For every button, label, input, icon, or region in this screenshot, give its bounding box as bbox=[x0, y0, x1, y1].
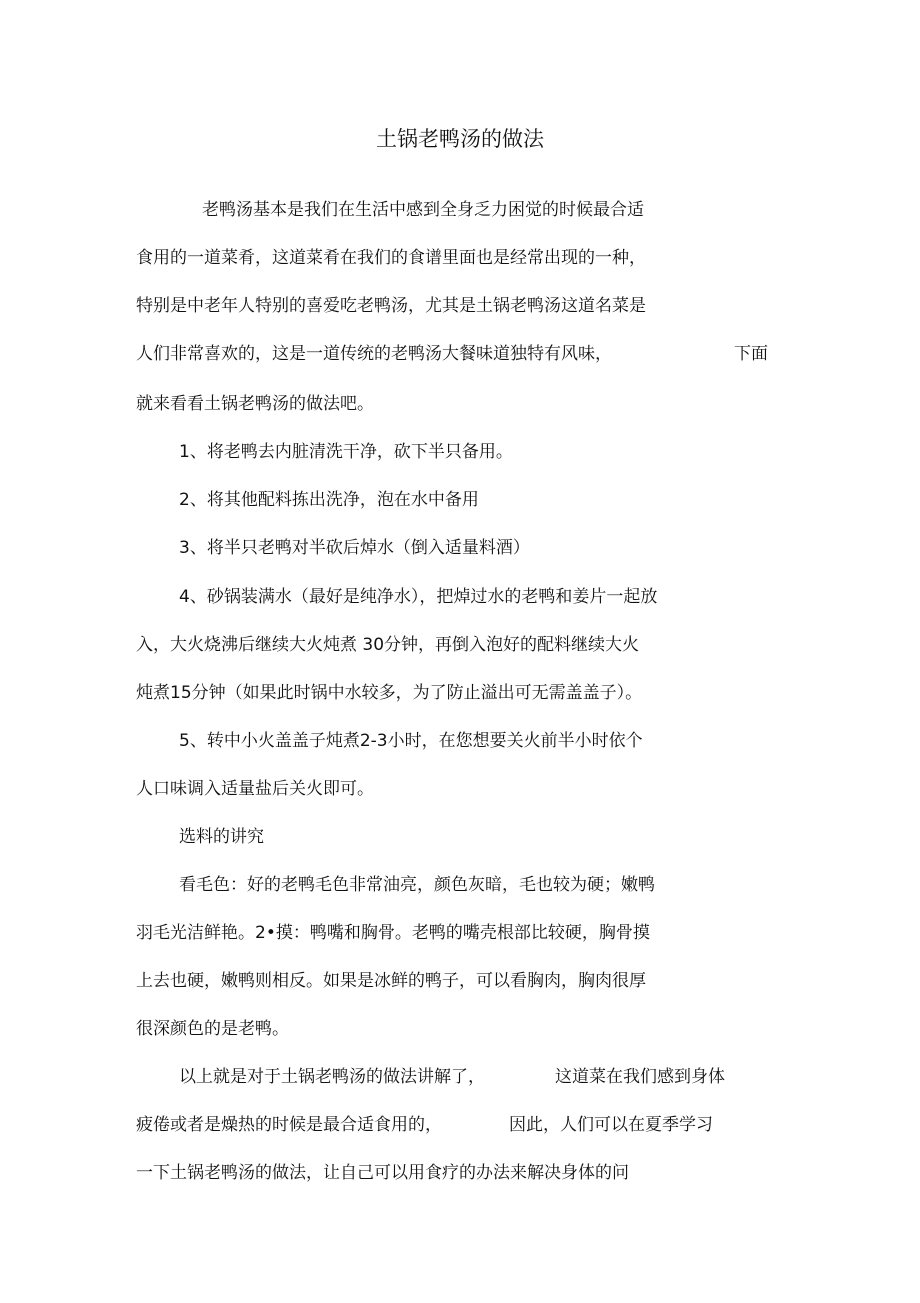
text-line: 食用的一道菜肴，这道菜肴在我们的食谱里面也是经常出现的一种， bbox=[136, 248, 646, 268]
text-line: 看毛色：好的老鸭毛色非常油亮，颜色灰暗，毛也较为硬；嫩鸭 bbox=[179, 875, 655, 895]
step-line: 4、砂锅装满水（最好是纯净水），把焯过水的老鸭和姜片一起放 bbox=[179, 587, 658, 607]
text-line: 很深颜色的是老鸭。 bbox=[136, 1019, 289, 1039]
step-line: 2、将其他配料拣出洗净，泡在水中备用 bbox=[179, 490, 479, 510]
text-line: 羽毛光洁鲜艳。2•摸：鸭嘴和胸骨。老鸭的嘴壳根部比较硬，胸骨摸 bbox=[136, 923, 650, 943]
step-line: 3、将半只老鸭对半砍后焯水（倒入适量料酒） bbox=[179, 538, 530, 558]
text-line: 人们非常喜欢的，这是一道传统的老鸭汤大餐味道独特有风味， bbox=[136, 344, 612, 364]
text-line: 老鸭汤基本是我们在生活中感到全身乏力困觉的时候最合适 bbox=[202, 200, 644, 220]
text-line: 上去也硬，嫩鸭则相反。如果是冰鲜的鸭子，可以看胸肉，胸肉很厚 bbox=[136, 971, 646, 991]
step-line: 5、转中小火盖盖子炖煮2-3小时，在您想要关火前半小时依个 bbox=[179, 731, 643, 751]
document-title: 土锅老鸭汤的做法 bbox=[376, 127, 544, 151]
section-heading: 选料的讲究 bbox=[179, 827, 264, 847]
step-line: 炖煮15分钟（如果此时锅中水较多，为了防止溢出可无需盖盖子）。 bbox=[136, 683, 643, 703]
step-line: 入，大火烧沸后继续大火炖煮 30分钟，再倒入泡好的配料继续大火 bbox=[136, 635, 640, 655]
step-line: 人口味调入适量盐后关火即可。 bbox=[136, 779, 374, 799]
text-line: 疲倦或者是燥热的时候是最合适食用的， bbox=[136, 1115, 442, 1135]
text-line: 特别是中老年人特别的喜爱吃老鸭汤，尤其是土锅老鸭汤这道名菜是 bbox=[136, 296, 646, 316]
text-line: 这道菜在我们感到身体 bbox=[555, 1067, 725, 1087]
text-line: 就来看看土锅老鸭汤的做法吧。 bbox=[136, 394, 374, 414]
text-line: 下面 bbox=[734, 344, 768, 364]
text-line: 因此，人们可以在夏季学习 bbox=[509, 1115, 713, 1135]
text-line: 以上就是对于土锅老鸭汤的做法讲解了， bbox=[179, 1067, 485, 1087]
text-line: 一下土锅老鸭汤的做法，让自己可以用食疗的办法来解决身体的问 bbox=[136, 1163, 629, 1183]
step-line: 1、将老鸭去内脏清洗干净，砍下半只备用。 bbox=[179, 442, 513, 462]
